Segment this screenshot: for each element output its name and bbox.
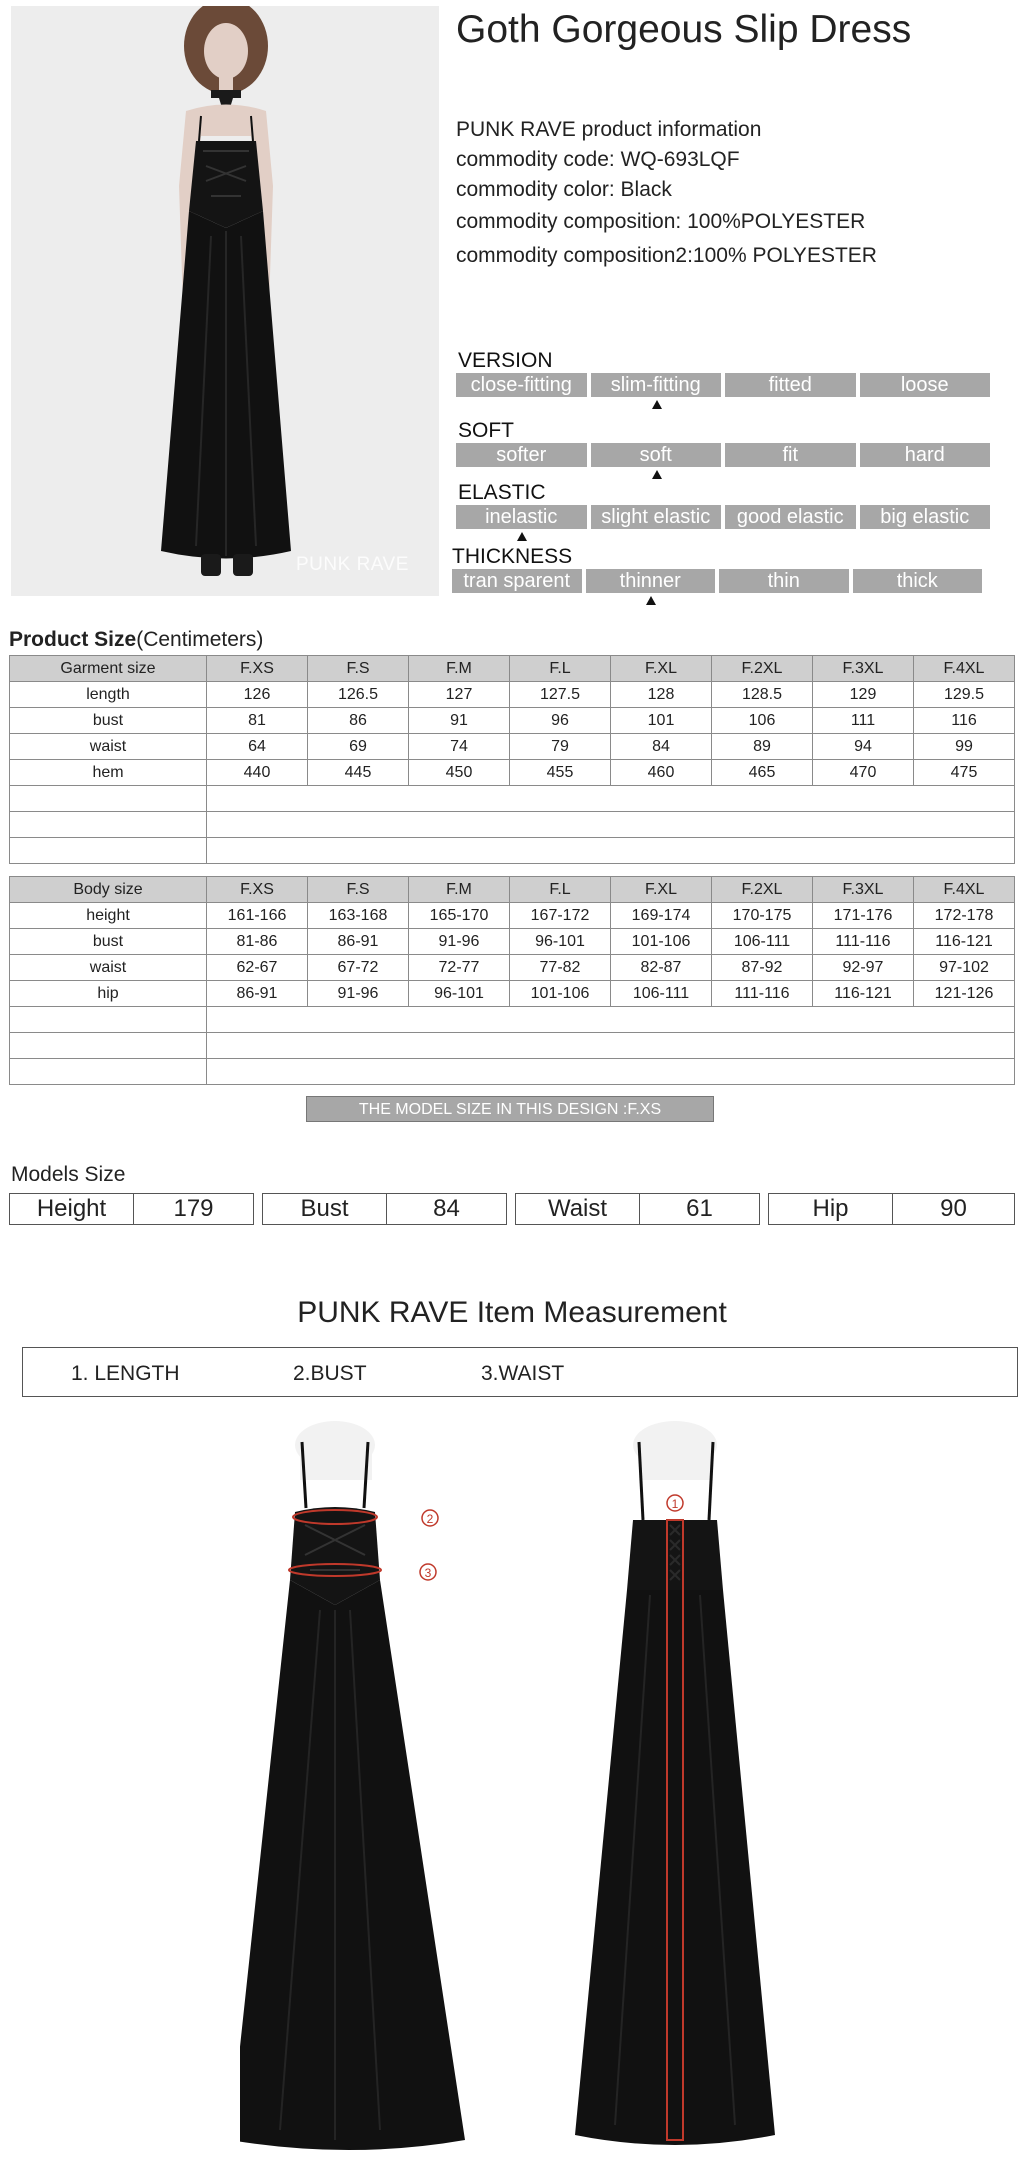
table-cell: 101-106	[611, 929, 712, 955]
commodity-code: commodity code: WQ-693LQF	[456, 148, 740, 171]
measurement-title: PUNK RAVE Item Measurement	[297, 1296, 727, 1329]
empty-cell	[207, 1007, 1015, 1033]
commodity-composition: commodity composition: 100%POLYESTER	[456, 210, 866, 233]
table-cell: bust	[10, 708, 207, 734]
model-height-value: 179	[173, 1195, 214, 1222]
empty-cell	[207, 838, 1015, 864]
model-size-in-design-banner: THE MODEL SIZE IN THIS DESIGN :F.XS	[306, 1096, 714, 1122]
empty-cell	[207, 1059, 1015, 1085]
table-cell: 170-175	[712, 903, 813, 929]
models-size-label: Models Size	[11, 1163, 126, 1186]
table-header-cell: F.XL	[611, 656, 712, 682]
table-cell: 440	[207, 760, 308, 786]
table-row	[10, 955, 1015, 981]
soft-option: hard	[860, 443, 991, 467]
table-cell: 161-166	[207, 903, 308, 929]
empty-row	[10, 1059, 1015, 1085]
hero-model-photo	[11, 6, 439, 596]
empty-cell	[10, 1007, 207, 1033]
table-cell: 92-97	[813, 955, 914, 981]
thickness-option: thick	[853, 569, 983, 593]
table-cell: 86-91	[308, 929, 409, 955]
table-cell: 81	[207, 708, 308, 734]
waist-marker: 3	[424, 1566, 432, 1580]
table-cell: 87-92	[712, 955, 813, 981]
table-cell: 460	[611, 760, 712, 786]
table-header-cell: F.4XL	[914, 656, 1015, 682]
product-size-title	[9, 628, 263, 652]
table-cell: 69	[308, 734, 409, 760]
table-header-cell: F.3XL	[813, 877, 914, 903]
soft-scale	[456, 443, 990, 467]
table-cell: 465	[712, 760, 813, 786]
version-option: loose	[860, 373, 991, 397]
table-header-cell: F.L	[510, 877, 611, 903]
thickness-option: thin	[719, 569, 849, 593]
table-row	[10, 682, 1015, 708]
empty-cell	[207, 812, 1015, 838]
table-cell: 165-170	[409, 903, 510, 929]
empty-row	[10, 1007, 1015, 1033]
table-cell: 106-111	[712, 929, 813, 955]
table-cell: 111-116	[712, 981, 813, 1007]
empty-cell	[10, 1033, 207, 1059]
table-cell: 116	[914, 708, 1015, 734]
table-row	[10, 929, 1015, 955]
table-cell: 84	[611, 734, 712, 760]
table-cell: 101-106	[510, 981, 611, 1007]
model-hip-box	[768, 1193, 1015, 1225]
table-header-cell: F.XS	[207, 656, 308, 682]
empty-row	[10, 1033, 1015, 1059]
empty-cell	[10, 812, 207, 838]
soft-option: soft	[591, 443, 722, 467]
version-option: fitted	[725, 373, 856, 397]
version-selected-marker	[652, 400, 662, 409]
table-cell: 86	[308, 708, 409, 734]
elastic-option: inelastic	[456, 505, 587, 529]
model-hip-value: 90	[940, 1195, 967, 1222]
table-cell: 86-91	[207, 981, 308, 1007]
body-size-table	[9, 876, 1015, 1085]
table-header-cell: F.4XL	[914, 877, 1015, 903]
elastic-selected-marker	[517, 532, 527, 541]
version-option: close-fitting	[456, 373, 587, 397]
table-cell: 72-77	[409, 955, 510, 981]
table-cell: 470	[813, 760, 914, 786]
dress-back-image	[555, 1420, 795, 2160]
dress-front-image	[240, 1420, 480, 2160]
table-cell: 74	[409, 734, 510, 760]
table-cell: waist	[10, 955, 207, 981]
table-header-cell: F.XL	[611, 877, 712, 903]
model-bust-label: Bust	[263, 1194, 387, 1224]
garment-size-header-row	[10, 656, 1015, 682]
table-cell: 171-176	[813, 903, 914, 929]
table-header-cell: F.M	[409, 656, 510, 682]
model-hip-label: Hip	[769, 1194, 893, 1224]
elastic-option: big elastic	[860, 505, 991, 529]
table-cell: 91-96	[308, 981, 409, 1007]
empty-cell	[10, 1059, 207, 1085]
measurement-item-bust: 2.BUST	[293, 1362, 367, 1385]
model-bust-box	[262, 1193, 507, 1225]
table-cell: 163-168	[308, 903, 409, 929]
thickness-option: thinner	[586, 569, 716, 593]
table-cell: 116-121	[813, 981, 914, 1007]
table-cell: 96	[510, 708, 611, 734]
table-row	[10, 903, 1015, 929]
version-option: slim-fitting	[591, 373, 722, 397]
table-cell: 79	[510, 734, 611, 760]
table-cell: 169-174	[611, 903, 712, 929]
table-cell: 91	[409, 708, 510, 734]
table-cell: 101	[611, 708, 712, 734]
model-bust-value: 84	[433, 1195, 460, 1222]
model-waist-label: Waist	[516, 1194, 640, 1224]
product-size-title-bold: Product Size	[9, 628, 137, 651]
table-header-cell: F.2XL	[712, 656, 813, 682]
table-cell: 128	[611, 682, 712, 708]
table-cell: 445	[308, 760, 409, 786]
soft-selected-marker	[652, 470, 662, 479]
table-cell: 82-87	[611, 955, 712, 981]
empty-row	[10, 838, 1015, 864]
table-cell: 128.5	[712, 682, 813, 708]
soft-option: fit	[725, 443, 856, 467]
empty-cell	[10, 786, 207, 812]
table-cell: 116-121	[914, 929, 1015, 955]
table-cell: 96-101	[510, 929, 611, 955]
length-marker: 1	[671, 1497, 679, 1511]
table-cell: 111-116	[813, 929, 914, 955]
thickness-selected-marker	[646, 596, 656, 605]
table-header-cell: F.S	[308, 877, 409, 903]
table-cell: 126	[207, 682, 308, 708]
table-cell: waist	[10, 734, 207, 760]
table-header-cell: F.S	[308, 656, 409, 682]
hero-watermark: PUNK RAVE	[296, 554, 409, 575]
model-height-label: Height	[10, 1194, 134, 1224]
table-cell: 62-67	[207, 955, 308, 981]
model-waist-value: 61	[686, 1195, 713, 1222]
empty-cell	[207, 786, 1015, 812]
soft-option: softer	[456, 443, 587, 467]
table-cell: 81-86	[207, 929, 308, 955]
table-cell: 91-96	[409, 929, 510, 955]
bust-marker: 2	[426, 1512, 434, 1526]
table-cell: 94	[813, 734, 914, 760]
elastic-option: slight elastic	[591, 505, 722, 529]
model-height-box	[9, 1193, 254, 1225]
table-cell: 129.5	[914, 682, 1015, 708]
table-header-cell: F.XS	[207, 877, 308, 903]
table-cell: 167-172	[510, 903, 611, 929]
empty-cell	[207, 1033, 1015, 1059]
table-row	[10, 981, 1015, 1007]
table-cell: 99	[914, 734, 1015, 760]
version-heading: VERSION	[458, 349, 553, 372]
table-cell: bust	[10, 929, 207, 955]
table-cell: 106	[712, 708, 813, 734]
elastic-option: good elastic	[725, 505, 856, 529]
table-cell: hem	[10, 760, 207, 786]
table-cell: 89	[712, 734, 813, 760]
product-size-title-unit: (Centimeters)	[136, 628, 264, 651]
thickness-scale	[452, 569, 982, 593]
table-cell: 121-126	[914, 981, 1015, 1007]
version-scale	[456, 373, 990, 397]
table-cell: 126.5	[308, 682, 409, 708]
table-row	[10, 708, 1015, 734]
table-row	[10, 760, 1015, 786]
body-size-header-row	[10, 877, 1015, 903]
table-cell: hip	[10, 981, 207, 1007]
table-header-cell: F.M	[409, 877, 510, 903]
brand-info-line: PUNK RAVE product information	[456, 118, 762, 141]
elastic-scale	[456, 505, 990, 529]
empty-row	[10, 812, 1015, 838]
table-cell: height	[10, 903, 207, 929]
table-cell: 127	[409, 682, 510, 708]
table-row	[10, 734, 1015, 760]
measurement-legend-box	[22, 1347, 1018, 1397]
table-cell: 111	[813, 708, 914, 734]
table-cell: 450	[409, 760, 510, 786]
table-header-cell: F.L	[510, 656, 611, 682]
commodity-composition2: commodity composition2:100% POLYESTER	[456, 244, 877, 267]
table-cell: 77-82	[510, 955, 611, 981]
soft-heading: SOFT	[458, 419, 514, 442]
commodity-color: commodity color: Black	[456, 178, 672, 201]
table-cell: 67-72	[308, 955, 409, 981]
elastic-heading: ELASTIC	[458, 481, 546, 504]
measurement-item-waist: 3.WAIST	[481, 1362, 565, 1385]
table-header-cell: Garment size	[10, 656, 207, 682]
thickness-heading: THICKNESS	[452, 545, 573, 568]
table-cell: 475	[914, 760, 1015, 786]
table-cell: 106-111	[611, 981, 712, 1007]
table-cell: 455	[510, 760, 611, 786]
table-cell: 97-102	[914, 955, 1015, 981]
product-title: Goth Gorgeous Slip Dress	[456, 8, 912, 51]
empty-row	[10, 786, 1015, 812]
table-cell: 129	[813, 682, 914, 708]
table-cell: length	[10, 682, 207, 708]
model-photo-illustration	[11, 6, 439, 596]
model-waist-box	[515, 1193, 760, 1225]
table-cell: 96-101	[409, 981, 510, 1007]
table-header-cell: F.3XL	[813, 656, 914, 682]
table-header-cell: Body size	[10, 877, 207, 903]
table-cell: 127.5	[510, 682, 611, 708]
table-header-cell: F.2XL	[712, 877, 813, 903]
table-cell: 172-178	[914, 903, 1015, 929]
measurement-item-length: 1. LENGTH	[71, 1362, 180, 1385]
empty-cell	[10, 838, 207, 864]
table-cell: 64	[207, 734, 308, 760]
garment-size-table	[9, 655, 1015, 864]
thickness-option: tran sparent	[452, 569, 582, 593]
